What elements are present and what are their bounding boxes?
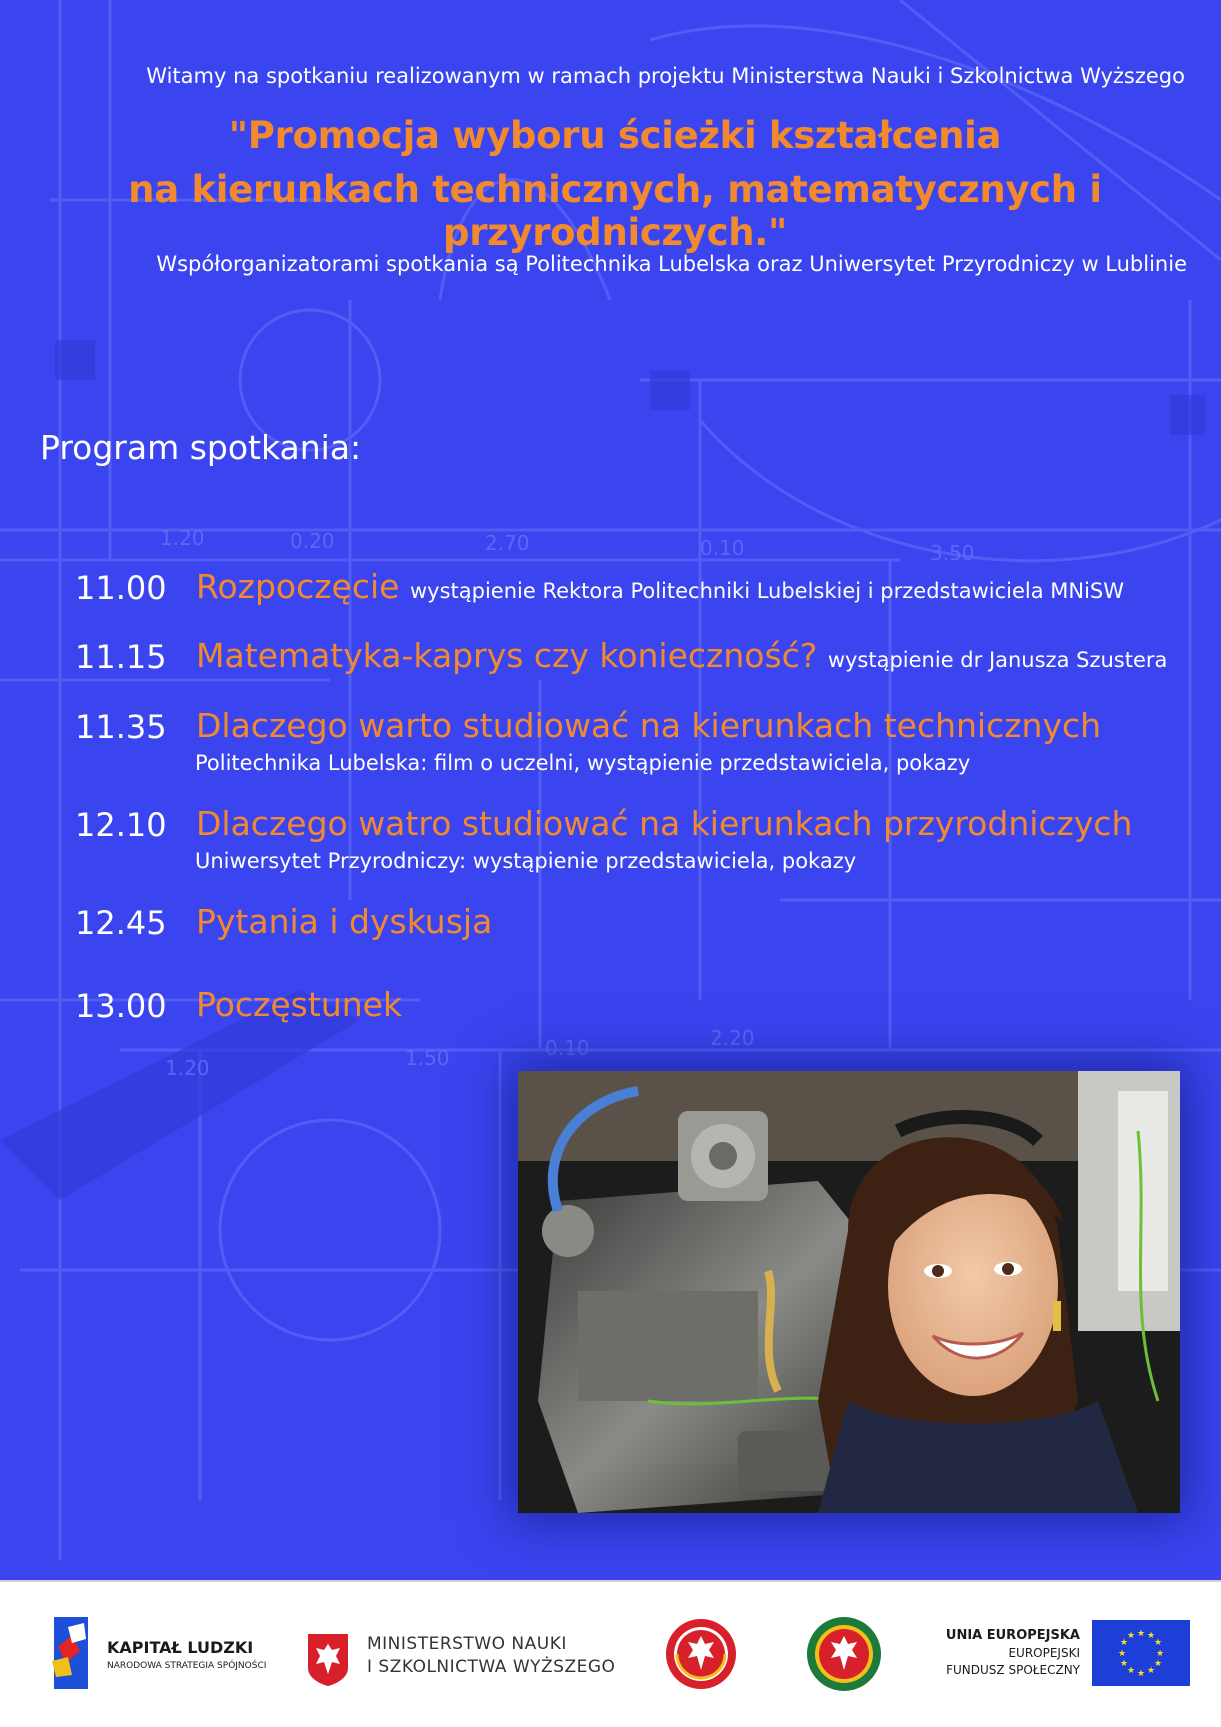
ue-line-3: FUNDUSZ SPOŁECZNY xyxy=(946,1663,1080,1677)
program-topic: Dlaczego watro studiować na kierunkach przyrodniczych xyxy=(196,804,1133,843)
svg-text:1.50: 1.50 xyxy=(405,1046,450,1070)
kapital-ludzki-icon xyxy=(50,1617,92,1689)
svg-text:★: ★ xyxy=(1126,1666,1136,1676)
program-time: 12.10 xyxy=(75,806,167,844)
svg-text:★: ★ xyxy=(1146,1666,1156,1676)
program-description: wystąpienie Rektora Politechniki Lubelskiej i przedstawiciela MNiSW xyxy=(409,579,1125,603)
program-topic: Dlaczego warto studiować na kierunkach technicznych xyxy=(196,706,1102,745)
svg-text:3.50: 3.50 xyxy=(930,541,975,565)
svg-text:★: ★ xyxy=(1117,1649,1127,1659)
program-time: 11.35 xyxy=(75,708,167,746)
kapital-ludzki-title: KAPITAŁ LUDZKI xyxy=(107,1638,254,1657)
ue-line-1: UNIA EUROPEJSKA xyxy=(945,1628,1080,1643)
title-line-2: na kierunkach technicznych, matematycznych i przyrodniczych." xyxy=(128,168,1102,254)
svg-text:0.10: 0.10 xyxy=(700,536,745,560)
program-subtext: Uniwersytet Przyrodniczy: wystąpienie przedstawiciela, pokazy xyxy=(195,849,857,873)
ministry-line-1: MINISTERSTWO NAUKI xyxy=(367,1634,567,1654)
uniwersytet-seal-icon xyxy=(806,1616,882,1692)
welcome-text: Witamy na spotkaniu realizowanym w ramach projektu Ministerstwa Nauki i Szkolnictwa Wyższego xyxy=(146,64,1185,88)
program-time: 11.15 xyxy=(75,638,167,676)
program-subtext: Politechnika Lubelska: film o uczelni, wystąpienie przedstawiciela, pokazy xyxy=(195,751,971,775)
politechnika-seal-icon xyxy=(665,1618,737,1690)
polish-eagle-icon xyxy=(306,1634,350,1686)
title-line-1: "Promocja wyboru ścieżki kształcenia xyxy=(228,114,1002,157)
svg-text:0.20: 0.20 xyxy=(290,529,335,553)
svg-text:1.20: 1.20 xyxy=(160,526,205,550)
svg-text:★: ★ xyxy=(1153,1659,1163,1669)
program-topic: Pytania i dyskusja xyxy=(196,902,493,941)
svg-text:★: ★ xyxy=(1155,1649,1165,1659)
svg-text:★: ★ xyxy=(1126,1631,1136,1641)
ministry-line-2: I SZKOLNICTWA WYŻSZEGO xyxy=(367,1657,616,1677)
svg-text:2.20: 2.20 xyxy=(710,1026,755,1050)
coorganizers-text: Współorganizatorami spotkania są Politechnika Lubelska oraz Uniwersytet Przyrodniczy w Lublinie xyxy=(156,252,1187,276)
svg-text:★: ★ xyxy=(1119,1638,1129,1648)
svg-text:★: ★ xyxy=(1146,1631,1156,1641)
program-topic: Poczęstunek xyxy=(196,985,403,1024)
kapital-ludzki-subtitle: NARODOWA STRATEGIA SPÓJNOŚCI xyxy=(107,1661,267,1671)
program-heading: Program spotkania: xyxy=(40,428,362,467)
ue-line-2: EUROPEJSKI xyxy=(1008,1646,1080,1660)
program-time: 13.00 xyxy=(75,987,167,1025)
program-time: 11.00 xyxy=(75,569,167,607)
svg-text:★: ★ xyxy=(1119,1659,1129,1669)
svg-text:★: ★ xyxy=(1136,1669,1146,1679)
program-description: wystąpienie dr Janusza Szustera xyxy=(827,648,1168,672)
program-time: 12.45 xyxy=(75,904,167,942)
eu-flag-icon xyxy=(1092,1620,1190,1686)
program-topic: Rozpoczęcie wystąpienie Rektora Politechniki Lubelskiej i przedstawiciela MNiSW xyxy=(196,567,1125,606)
svg-text:1.20: 1.20 xyxy=(165,1056,210,1080)
engine-woman-photo xyxy=(518,1071,1180,1513)
svg-text:★: ★ xyxy=(1153,1638,1163,1648)
svg-text:2.70: 2.70 xyxy=(485,531,530,555)
program-topic: Matematyka-kaprys czy konieczność? wystąpienie dr Janusza Szustera xyxy=(196,636,1168,675)
footer-logos xyxy=(0,1580,1221,1727)
svg-text:0.10: 0.10 xyxy=(545,1036,590,1060)
svg-text:★: ★ xyxy=(1136,1629,1146,1639)
